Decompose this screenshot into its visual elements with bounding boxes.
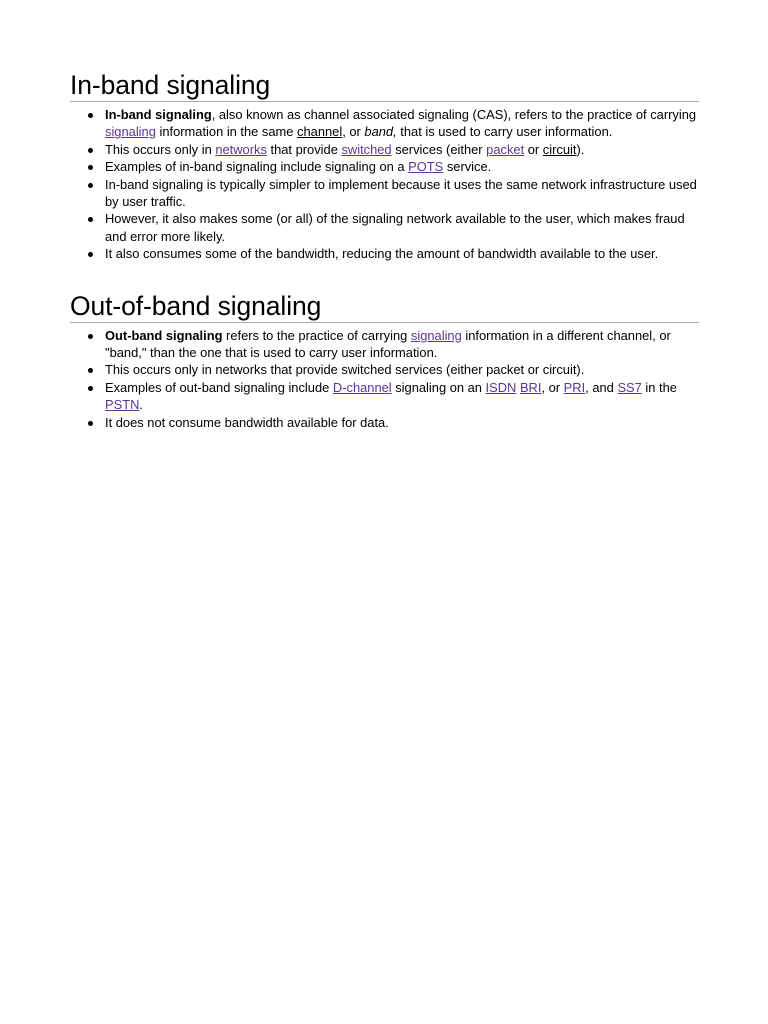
out-of-band-bullet-list	[70, 327, 699, 431]
link-circuit[interactable]: circuit	[542, 141, 577, 157]
link-pri[interactable]: PRI	[563, 379, 586, 395]
list-item: Out-band signaling refers to the practice of carrying signaling information in a different channel, or "band," than the one that is used to carry user information.	[70, 327, 699, 362]
bold-term: Out-band signaling	[105, 327, 223, 343]
section-in-band-signaling	[70, 70, 699, 263]
list-item: In-band signaling, also known as channel associated signaling (CAS), refers to the practice of carrying signaling information in the same channel, or band, that is used to carry user information.	[70, 106, 699, 141]
link-signaling[interactable]: signaling	[105, 124, 156, 140]
list-item: It also consumes some of the bandwidth, reducing the amount of bandwidth available to the user.	[70, 245, 699, 262]
link-pstn[interactable]: PSTN	[105, 397, 140, 413]
document-page	[70, 0, 699, 431]
link-ss7[interactable]: SS7	[617, 379, 642, 395]
list-item: However, it also makes some (or all) of the signaling network available to the user, which makes fraud and error more likely.	[70, 210, 699, 245]
link-channel[interactable]: channel	[297, 124, 343, 140]
section-out-of-band-signaling	[70, 291, 699, 431]
list-item: Examples of out-band signaling include D-channel signaling on an ISDN BRI, or PRI, and SS7 in the PSTN.	[70, 379, 699, 414]
bold-term: In-band signaling	[105, 107, 212, 122]
list-item: Examples of in-band signaling include signaling on a POTS service.	[70, 158, 699, 175]
link-networks[interactable]: networks	[215, 141, 267, 157]
list-item: In-band signaling is typically simpler to implement because it uses the same network infrastructure used by user traffic.	[70, 176, 699, 211]
list-item: This occurs only in networks that provide switched services (either packet or circuit).	[70, 141, 699, 158]
list-item: It does not consume bandwidth available for data.	[70, 414, 699, 431]
link-pots[interactable]: POTS	[408, 159, 444, 175]
link-bri[interactable]: BRI	[519, 379, 542, 395]
heading-out-of-band-signaling: Out-of-band signaling	[70, 291, 699, 323]
link-packet[interactable]: packet	[486, 141, 525, 157]
heading-in-band-signaling: In-band signaling	[70, 70, 699, 102]
in-band-bullet-list	[70, 106, 699, 263]
link-d-channel[interactable]: D-channel	[332, 379, 392, 395]
list-item: This occurs only in networks that provide switched services (either packet or circuit).	[70, 361, 699, 378]
link-signaling[interactable]: signaling	[410, 327, 462, 343]
italic-band: band,	[364, 124, 397, 140]
link-isdn[interactable]: ISDN	[485, 379, 517, 395]
link-switched[interactable]: switched	[341, 141, 392, 157]
